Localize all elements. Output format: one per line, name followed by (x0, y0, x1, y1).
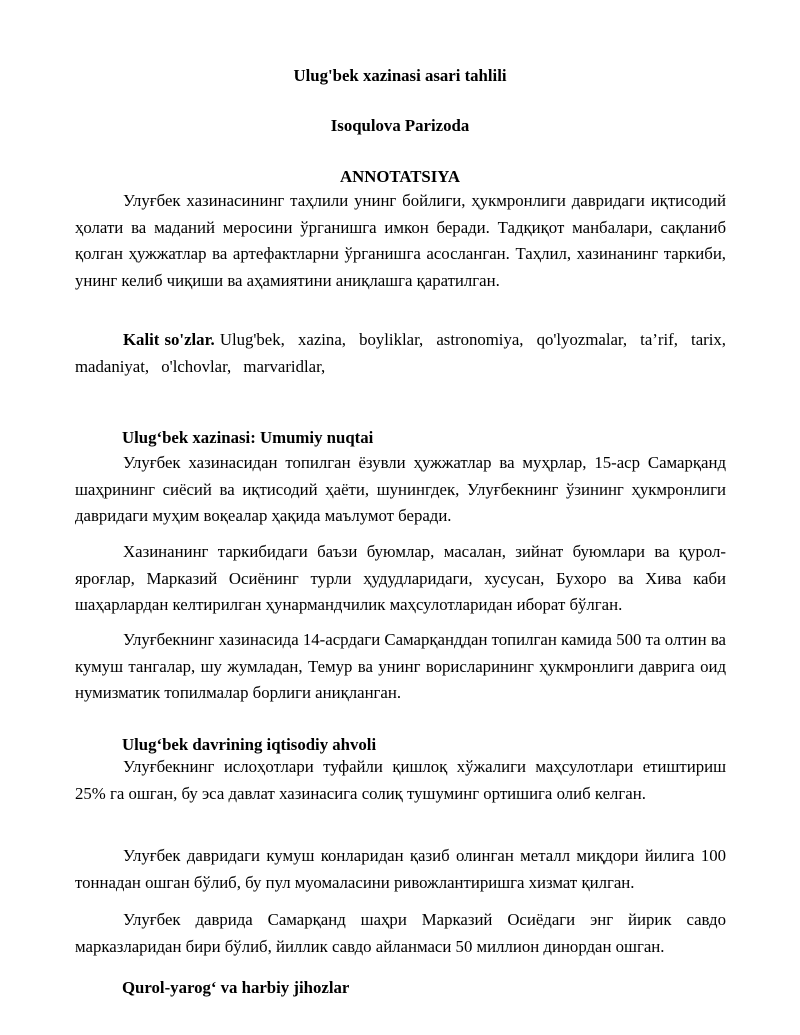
section-paragraph: Улуғбекнинг хазинасида 14-асрдаги Самарқанддан топилган камида 500 та олтин ва кумуш тангалар, шу жумладан, Темур ва унинг ворисларининг ҳукмронлиги даврига оид нумизматик топилмалар борлиги аниқланган. (75, 630, 726, 702)
author-name: Isoqulova Parizoda (330, 116, 470, 135)
section-paragraph: Улуғбек даврида Самарқанд шаҳри Марказий Осиёдаги энг йирик савдо марказларидан бири бўлиб, йиллик савдо айланмаси 50 миллион динордан ошган. (75, 910, 726, 956)
keywords-paragraph (75, 327, 726, 380)
keywords-list: Ulug'bek, xazina, boyliklar, astronomiya, qo'lyozmalar, ta’rif, tarix, madaniyat, o'lchovlar, marvaridlar, (75, 330, 726, 376)
section-paragraph: Улуғбек хазинасидан топилган ёзувли ҳужжатлар ва муҳрлар, 15-аср Самарқанд шаҳрининг сиёсий ва иқтисодий ҳаёти, шунингдек, Улуғбекнинг ўзининг ҳукмронлиги давридаги муҳим воқеалар ҳақида маълумот беради. (75, 453, 726, 525)
annotation-paragraph: Улуғбек хазинасининг таҳлили унинг бойлиги, ҳукмронлиги давридаги иқтисодий ҳолати ва маданий меросини ўрганишга имкон беради. Тадқиқот манбалари, сақланиб қолган ҳужжатлар ва артефактларни ўрганишга асосланган. Таҳлил, хазинанинг таркиби, унинг келиб чиқиши ва аҳамиятини аниқлашга қаратилган. (75, 191, 726, 290)
section-paragraph: Улуғбек давридаги кумуш конларидан қазиб олинган металл миқдори йилига 100 тоннадан ошган бўлиб, бу пул муомаласини ривожлантиришга хизмат қилган. (75, 846, 726, 892)
section-paragraph: Улуғбекнинг ислоҳотлари туфайли қишлоқ хўжалиги маҳсулотлари етиштириш 25% га ошган, бу эса давлат хазинасига солиқ тушуминг ортишига олиб келган. (75, 757, 726, 803)
annotation-heading: ANNOTATSIYA (340, 167, 460, 186)
section-heading: Ulug‘bek davrining iqtisodiy ahvoli (122, 735, 377, 754)
section-heading: Ulug‘bek xazinasi: Umumiy nuqtai (122, 428, 374, 447)
section-heading: Qurol-yarog‘ va harbiy jihozlar (122, 978, 350, 997)
section-paragraph: Хазинанинг таркибидаги баъзи буюмлар, масалан, зийнат буюмлари ва қурол-яроғлар, Марказий Осиёнинг турли ҳудудларидаги, хусусан, Бухоро ва Хива каби шаҳарлардан келтирилган ҳунармандчилик маҳсулотларидан иборат бўлган. (75, 542, 726, 614)
keywords-label: Kalit so'zlar. (123, 330, 215, 349)
document-title: Ulug'bek xazinasi asari tahlili (293, 66, 507, 85)
